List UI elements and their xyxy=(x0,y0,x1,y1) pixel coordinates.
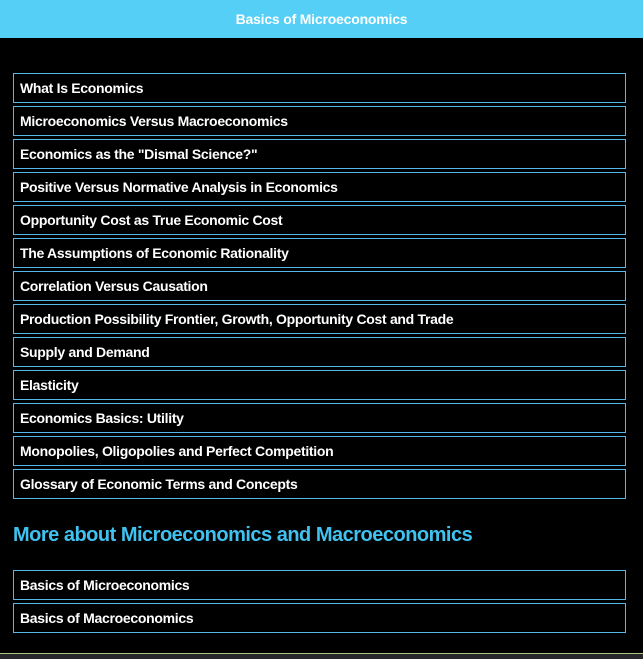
next-section-edge xyxy=(0,653,643,659)
more-item-label: Basics of Microeconomics xyxy=(20,577,190,593)
topic-item-supply-demand[interactable] xyxy=(13,337,626,367)
topic-item-opportunity-cost[interactable] xyxy=(13,205,626,235)
topic-item-micro-vs-macro[interactable] xyxy=(13,106,626,136)
topic-item-utility[interactable] xyxy=(13,403,626,433)
topic-item-label: The Assumptions of Economic Rationality xyxy=(20,245,289,261)
more-item-label: Basics of Macroeconomics xyxy=(20,610,194,626)
topic-item-label: Production Possibility Frontier, Growth, Opportunity Cost and Trade xyxy=(20,311,454,327)
topic-list xyxy=(13,73,626,499)
topic-item-glossary[interactable] xyxy=(13,469,626,499)
topic-item-correlation-causation[interactable] xyxy=(13,271,626,301)
topic-item-economic-rationality[interactable] xyxy=(13,238,626,268)
more-item-basics-microeconomics[interactable] xyxy=(13,570,626,600)
more-list xyxy=(13,570,626,633)
more-section-heading: More about Microeconomics and Macroeconomics xyxy=(13,524,473,546)
topic-item-what-is-economics[interactable] xyxy=(13,73,626,103)
topic-item-label: Monopolies, Oligopolies and Perfect Competition xyxy=(20,443,334,459)
topic-item-positive-vs-normative[interactable] xyxy=(13,172,626,202)
topic-item-label: Elasticity xyxy=(20,377,79,393)
topic-item-monopolies-oligopolies[interactable] xyxy=(13,436,626,466)
topic-item-ppf-growth-trade[interactable] xyxy=(13,304,626,334)
topic-item-label: Supply and Demand xyxy=(20,344,150,360)
page-title: Basics of Microeconomics xyxy=(235,11,408,27)
topic-item-label: Positive Versus Normative Analysis in Economics xyxy=(20,179,338,195)
more-item-basics-macroeconomics[interactable] xyxy=(13,603,626,633)
topic-item-label: Glossary of Economic Terms and Concepts xyxy=(20,476,298,492)
topic-item-dismal-science[interactable] xyxy=(13,139,626,169)
topic-item-label: Opportunity Cost as True Economic Cost xyxy=(20,212,283,228)
topic-item-label: Economics as the "Dismal Science?" xyxy=(20,146,258,162)
content-area xyxy=(0,38,643,633)
topic-item-label: Microeconomics Versus Macroeconomics xyxy=(20,113,288,129)
topic-item-label: What Is Economics xyxy=(20,80,144,96)
topic-item-label: Correlation Versus Causation xyxy=(20,278,208,294)
topic-item-elasticity[interactable] xyxy=(13,370,626,400)
top-bar xyxy=(0,0,643,38)
topic-item-label: Economics Basics: Utility xyxy=(20,410,184,426)
